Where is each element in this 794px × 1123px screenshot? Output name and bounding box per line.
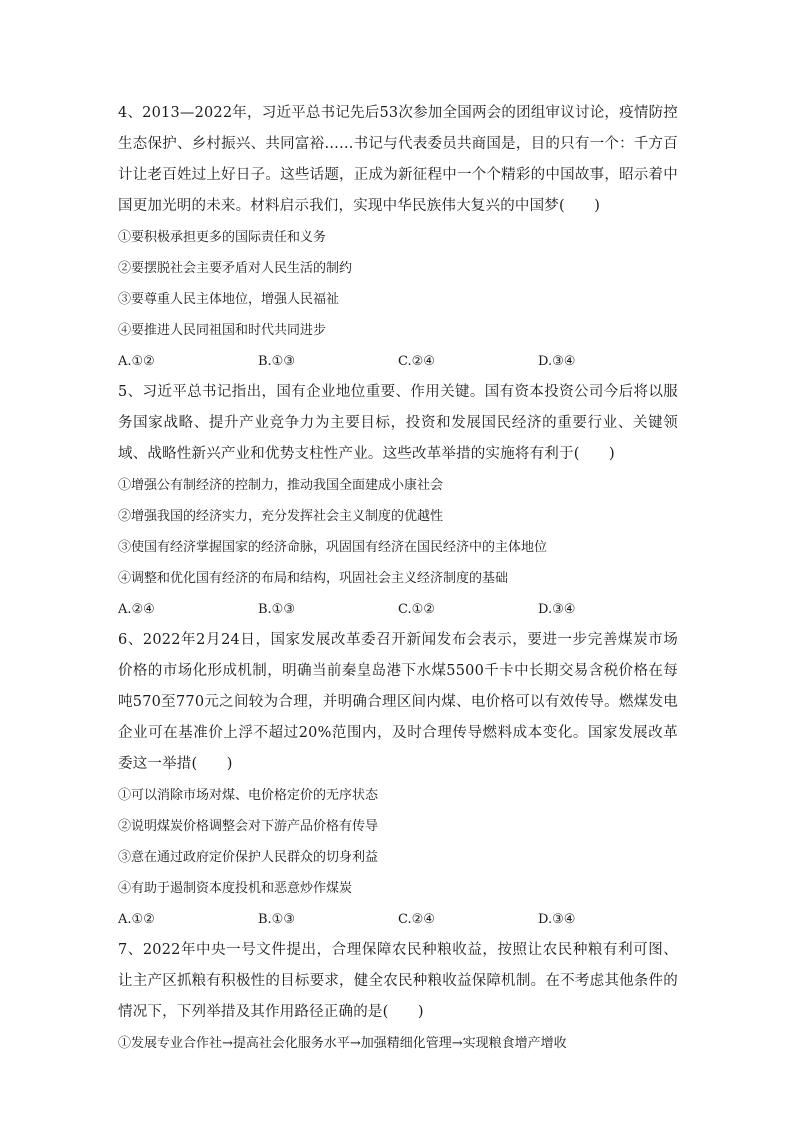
statement-item: ③要尊重人民主体地位，增强人民福祉 xyxy=(118,292,340,307)
question-sheet xyxy=(118,98,678,1059)
statement-item: ③意在通过政府定价保护人民群众的切身利益 xyxy=(118,850,379,865)
statement-item: ④要推进人民同祖国和时代共同进步 xyxy=(118,323,327,338)
statement-item: ①可以消除市场对煤、电价格定价的无序状态 xyxy=(118,788,379,803)
choice-b[interactable]: B.①③ xyxy=(258,912,295,927)
statement-item: ③使国有经济掌握国家的经济命脉，巩固国有经济在国民经济中的主体地位 xyxy=(118,540,548,555)
question-4 xyxy=(118,98,678,377)
statement-item: ①增强公有制经济的控制力，推动我国全面建成小康社会 xyxy=(118,478,444,493)
choice-c[interactable]: C.②④ xyxy=(398,912,435,927)
question-stem: 5、习近平总书记指出，国有企业地位重要、作用关键。国有资本投资公司今后将以服务国家战略、提升产业竞争力为主要目标，投资和发展国民经济的重要行业、关键领域、战略性新兴产业和优势支柱性产业。这些改革举措的实施将有利于( ) xyxy=(118,384,678,462)
choice-d[interactable]: D.③④ xyxy=(538,602,576,617)
choice-b[interactable]: B.①③ xyxy=(258,354,295,369)
question-5 xyxy=(118,377,678,625)
choice-a[interactable]: A.②④ xyxy=(118,602,155,617)
question-stem: 4、2013—2022年，习近平总书记先后53次参加全国两会的团组审议讨论，疫情防控生态保护、乡村振兴、共同富裕……书记与代表委员共商国是，目的只有一个：千方百计让老百姓过上好日子。这些话题，正成为新征程中一个个精彩的中国故事，昭示着中国更加光明的未来。材料启示我们，实现中华民族伟大复兴的中国梦( ) xyxy=(118,105,678,214)
question-stem: 6、2022年2月24日，国家发展改革委召开新闻发布会表示，要进一步完善煤炭市场价格的市场化形成机制，明确当前秦皇岛港下水煤5500千卡中长期交易含税价格在每吨570至770元之间较为合理，并明确合理区间内煤、电价格可以有效传导。燃煤发电企业可在基准价上浮不超过20%范围内，及时合理传导燃料成本变化。国家发展改革委这一举措( ) xyxy=(118,632,678,772)
question-stem: 7、2022年中央一号文件提出，合理保障农民种粮收益，按照让农民种粮有利可图、让主产区抓粮有积极性的目标要求，健全农民种粮收益保障机制。在不考虑其他条件的情况下，下列举措及其作用路径正确的是( ) xyxy=(118,942,678,1020)
choice-c[interactable]: C.②④ xyxy=(398,354,435,369)
question-6 xyxy=(118,625,678,935)
statement-item: ④有助于遏制资本度投机和恶意炒作煤炭 xyxy=(118,881,353,896)
statement-item: ①要积极承担更多的国际责任和义务 xyxy=(118,230,327,245)
choice-b[interactable]: B.①③ xyxy=(258,602,295,617)
choice-d[interactable]: D.③④ xyxy=(538,354,576,369)
choice-a[interactable]: A.①② xyxy=(118,354,155,369)
answer-choices xyxy=(118,346,678,377)
choice-c[interactable]: C.①② xyxy=(398,602,435,617)
statement-item: ②增强我国的经济实力，充分发挥社会主义制度的优越性 xyxy=(118,509,444,524)
answer-choices xyxy=(118,594,678,625)
choice-d[interactable]: D.③④ xyxy=(538,912,576,927)
choice-a[interactable]: A.①② xyxy=(118,912,155,927)
statement-item: ①发展专业合作社→提高社会化服务水平→加强精细化管理→实现粮食增产增收 xyxy=(118,1036,567,1051)
statement-item: ②要摆脱社会主要矛盾对人民生活的制约 xyxy=(118,261,353,276)
answer-choices xyxy=(118,904,678,935)
statement-item: ②说明煤炭价格调整会对下游产品价格有传导 xyxy=(118,819,379,834)
question-7 xyxy=(118,935,678,1059)
statement-item: ④调整和优化国有经济的布局和结构，巩固社会主义经济制度的基础 xyxy=(118,571,509,586)
